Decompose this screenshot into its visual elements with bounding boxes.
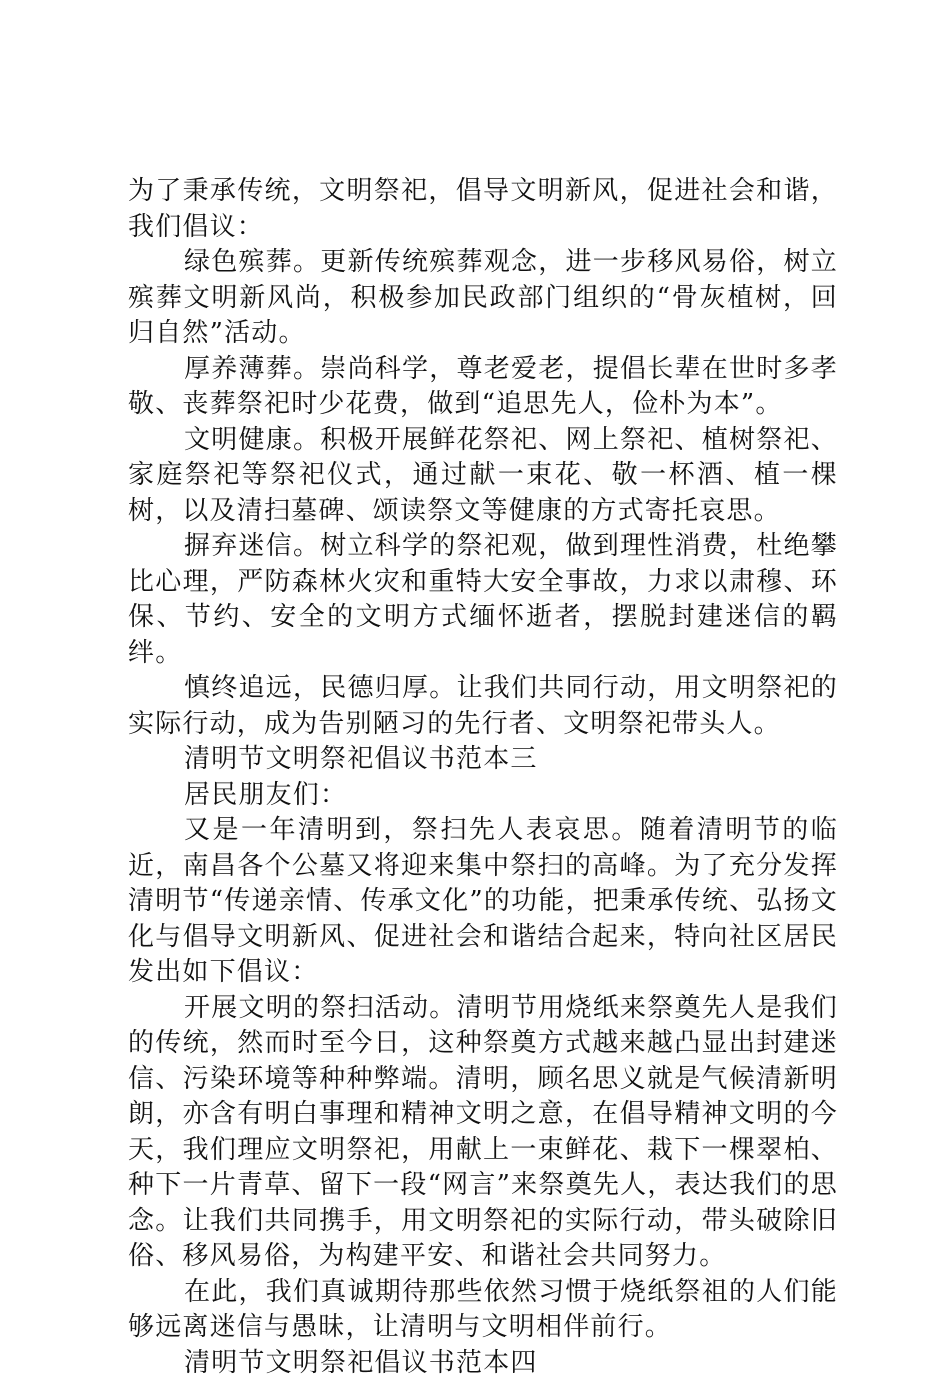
civilized-healthy-paragraph: 文明健康。积极开展鲜花祭祀、网上祭祀、植树祭祀、家庭祭祀等祭祀仪式，通过献一束花、敬一杯酒、植一棵树，以及清扫墓碑、颂读祭文等健康的方式寄托哀思。 (128, 423, 838, 530)
expectation-paragraph: 在此，我们真诚期待那些依然习惯于烧纸祭祖的人们能够远离迷信与愚昧，让清明与文明相伴前行。 (128, 1275, 838, 1346)
qingming-intro-paragraph: 又是一年清明到，祭扫先人表哀思。随着清明节的临近，南昌各个公墓又将迎来集中祭扫的高峰。为了充分发挥清明节“传递亲情、传承文化”的功能，把秉承传统、弘扬文化与倡导文明新风、促进社会和谐结合起来，特向社区居民发出如下倡议： (128, 813, 838, 991)
document-body (128, 174, 838, 1381)
thrifty-funeral-paragraph: 厚养薄葬。崇尚科学，尊老爱老，提倡长辈在世时多孝敬、丧葬祭祀时少花费，做到“追思先人，俭朴为本”。 (128, 352, 838, 423)
civilized-sweeping-paragraph: 开展文明的祭扫活动。清明节用烧纸来祭奠先人是我们的传统，然而时至今日，这种祭奠方式越来越凸显出封建迷信、污染环境等种种弊端。清明，顾名思义就是气候清新明朗，亦含有明白事理和精神文明之意，在倡导精神文明的今天，我们理应文明祭祀，用献上一束鲜花、栽下一棵翠柏、种下一片青草、留下一段“网言”来祭奠先人，表达我们的思念。让我们共同携手，用文明祭祀的实际行动，带头破除旧俗、移风易俗，为构建平安、和谐社会共同努力。 (128, 991, 838, 1275)
closing-paragraph: 慎终追远，民德归厚。让我们共同行动，用文明祭祀的实际行动，成为告别陋习的先行者、文明祭祀带头人。 (128, 671, 838, 742)
section-heading-three: 清明节文明祭祀倡议书范本三 (128, 742, 838, 778)
intro-paragraph: 为了秉承传统，文明祭祀，倡导文明新风，促进社会和谐，我们倡议： (128, 174, 838, 245)
salutation: 居民朋友们： (128, 778, 838, 814)
section-heading-four: 清明节文明祭祀倡议书范本四 (128, 1346, 838, 1381)
green-burial-paragraph: 绿色殡葬。更新传统殡葬观念，进一步移风易俗，树立殡葬文明新风尚，积极参加民政部门组织的“骨灰植树，回归自然”活动。 (128, 245, 838, 352)
abandon-superstition-paragraph: 摒弃迷信。树立科学的祭祀观，做到理性消费，杜绝攀比心理，严防森林火灾和重特大安全事故，力求以肃穆、环保、节约、安全的文明方式缅怀逝者，摆脱封建迷信的羁绊。 (128, 529, 838, 671)
